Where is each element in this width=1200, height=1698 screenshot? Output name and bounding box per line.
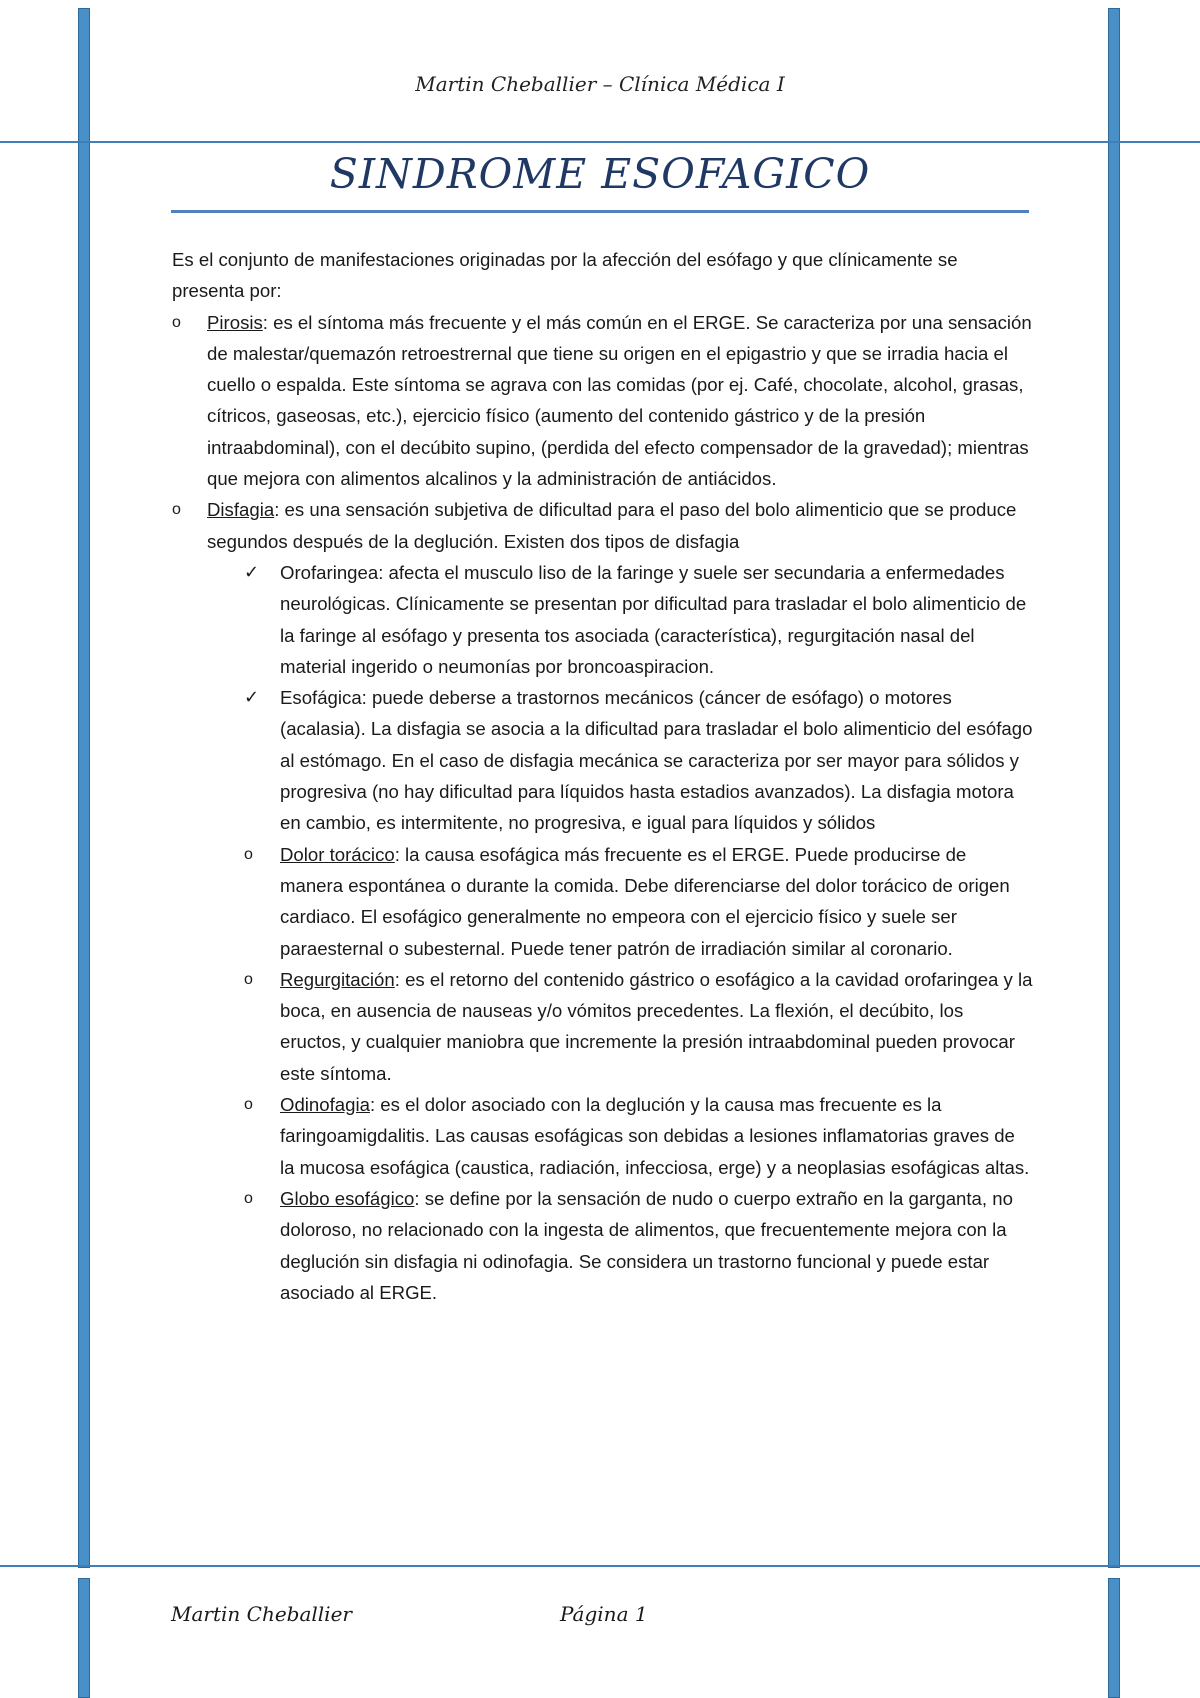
definition-odinofagia: : es el dolor asociado con la deglución y la causa mas frecuente es la faringoamigdalitis. Las causas esofágicas son debidas a lesiones inflamatorias graves de la mucosa esofágica (caustica, radiación, infecciosa, erge) y a neoplasias esofágicas altas. [280,1094,1030,1178]
term-regurgitacion: Regurgitación [280,968,395,990]
term-pirosis: Pirosis [207,311,263,333]
definition-dolor-toracico: : la causa esofágica más frecuente es el ERGE. Puede producirse de manera espontánea o durante la comida. Debe diferenciarse del dolor torácico de origen cardiaco. El esofágico generalmente no empeora con el ejercicio físico y suele ser paraesternal o subesternal. Puede tener patrón de irradiación similar al coronario. [280,843,1010,959]
list-item-disfagia [172,494,1034,557]
term-globo-esofagico: Globo esofágico [280,1187,415,1209]
circle-bullet-icon: o [244,970,253,988]
text-esofagica: Esofágica: puede deberse a trastornos mecánicos (cáncer de esófago) o motores (acalasia). La disfagia se asocia a la dificultad para trasladar el bolo alimenticio del esófago al estómago. En el caso de disfagia mecánica se caracteriza por ser mayor para sólidos y progresiva (no hay dificultad para líquidos hasta estadios avanzados). La disfagia motora en cambio, es intermitente, no progresiva, e igual para líquidos y sólidos [280,687,1033,834]
list-item-globo-esofagico [172,1183,1034,1308]
definition-disfagia: : es una sensación subjetiva de dificultad para el paso del bolo alimenticio que se produce segundos después de la deglución. Existen dos tipos de disfagia [207,499,1017,552]
left-border-bar-top [78,8,90,1568]
term-odinofagia: Odinofagia [280,1094,370,1116]
list-item-pirosis [172,307,1034,495]
list-item-esofagica [172,682,1034,838]
list-item-dolor-toracico [172,839,1034,964]
intro-paragraph: Es el conjunto de manifestaciones originadas por la afección del esófago y que clínicamente se presenta por: [172,249,958,302]
symptom-list [172,307,1034,557]
disfagia-types-list [172,557,1034,839]
footer-page-number: Página 1 [560,1602,648,1626]
document-title: SINDROME ESOFAGICO [329,150,871,198]
definition-globo-esofagico: : se define por la sensación de nudo o cuerpo extraño en la garganta, no doloroso, no relacionado con la ingesta de alimentos, que frecuentemente mejora con la deglución sin disfagia ni odinofagia. Se considera un trastorno funcional y puede estar asociado al ERGE. [280,1187,1013,1303]
right-border-bar-top [1108,8,1120,1568]
list-item-orofaringea [172,557,1034,682]
other-symptoms-list [172,839,1034,1308]
text-orofaringea: Orofaringea: afecta el musculo liso de la faringe y suele ser secundaria a enfermedades neurológicas. Clínicamente se presentan por dificultad para trasladar el bolo alimenticio de la faringe al esófago y presenta tos asociada (característica), regurgitación nasal del material ingerido o neumonías por broncoaspiracion. [280,561,1027,677]
checkmark-icon: ✓ [244,687,260,708]
definition-pirosis: : es el síntoma más frecuente y el más común en el ERGE. Se caracteriza por una sensación de malestar/quemazón retroestrernal que tiene su origen en el epigastrio y que se irradia hacia el cuello o espalda. Este síntoma se agrava con las comidas (por ej. Café, chocolate, alcohol, grasas, cítricos, gaseosas, etc.), ejercicio físico (aumento del contenido gástrico y de la presión intraabdominal), con el decúbito supino, (perdida del efecto compensador de la gravedad); mientras que mejora con alimentos alcalinos y la administración de antiácidos. [207,311,1032,490]
circle-bullet-icon: o [244,845,253,863]
page-header: Martin Cheballier – Clínica Médica I [415,72,785,96]
checkmark-icon: ✓ [244,561,260,582]
header-rule [0,141,1200,143]
document-body [172,244,1034,1308]
circle-bullet-icon: o [244,1096,253,1114]
right-border-bar-bottom [1108,1578,1120,1698]
term-disfagia: Disfagia [207,499,275,521]
circle-bullet-icon: o [172,501,181,519]
circle-bullet-icon: o [172,313,181,331]
list-item-regurgitacion [172,964,1034,1089]
left-border-bar-bottom [78,1578,90,1698]
definition-regurgitacion: : es el retorno del contenido gástrico o esofágico a la cavidad orofaringea y la boca, en ausencia de nauseas y/o vómitos precedentes. La flexión, el decúbito, los eructos, y cualquier maniobra que incremente la presión intraabdominal pueden provocar este síntoma. [280,968,1033,1084]
circle-bullet-icon: o [244,1189,253,1207]
footer-author: Martin Cheballier [171,1602,352,1626]
list-item-odinofagia [172,1089,1034,1183]
title-underline [171,210,1029,213]
term-dolor-toracico: Dolor torácico [280,843,395,865]
footer-rule [0,1565,1200,1567]
